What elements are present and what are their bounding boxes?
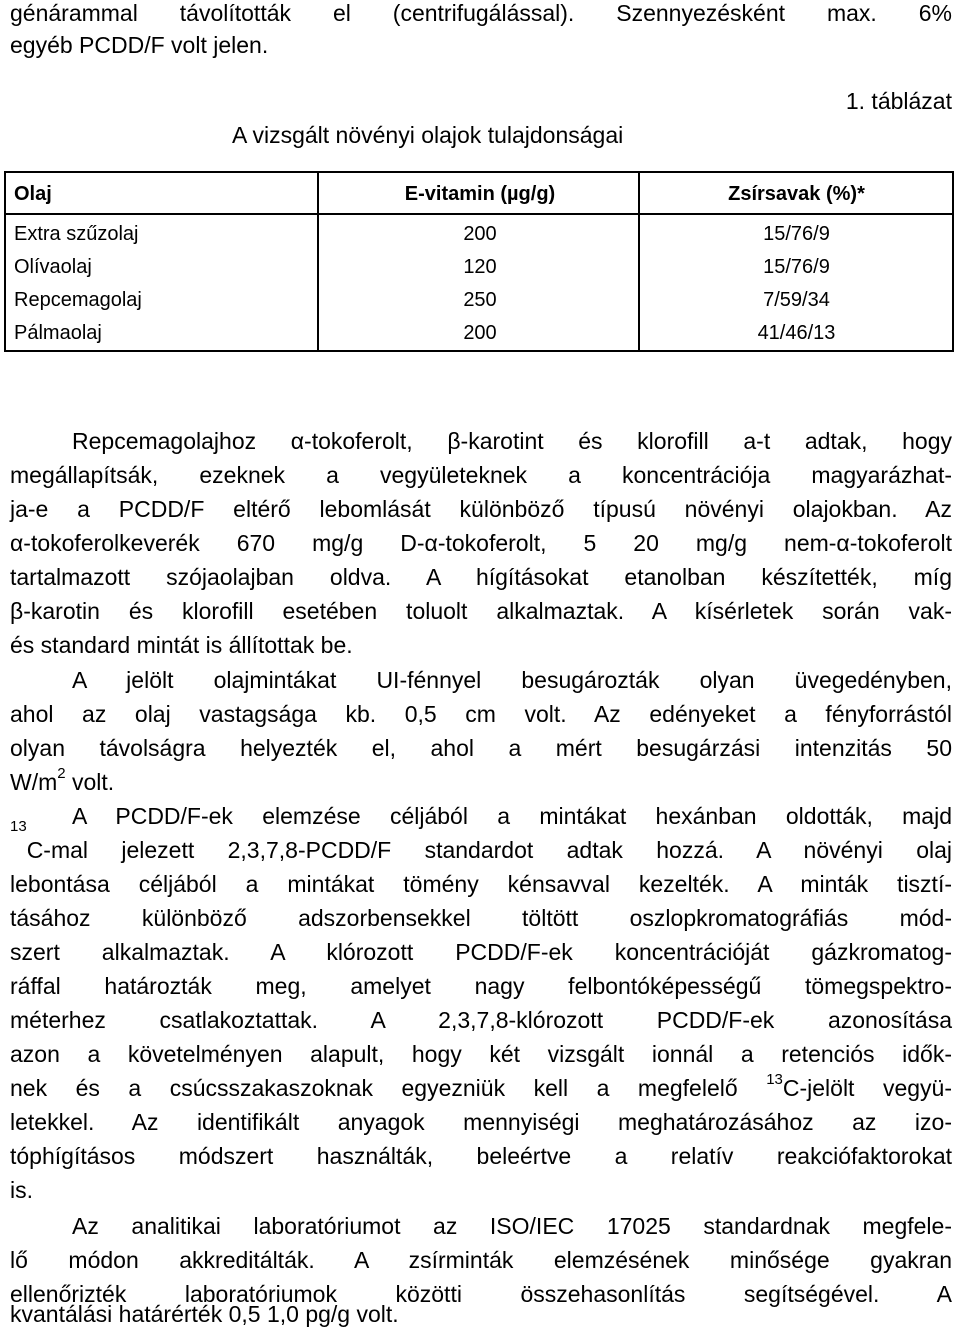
table-cell: 7/59/34 — [763, 289, 830, 311]
table-cell: 120 — [463, 256, 497, 278]
paragraph-line: lő módon akkreditálták. A zsírminták elemzésének minősége gyakran — [10, 1247, 952, 1273]
paragraph-line: ráffal határozták meg, amelyet nagy felbontóképességű tömegspektro- — [10, 973, 952, 999]
table-header-vitamin-e: E-vitamin (µg/g) — [404, 183, 556, 205]
paragraph-line: β-karotin és klorofill esetében toluolt alkalmaztak. A kísérletek során vak- — [10, 598, 952, 624]
paragraph-line: Repcemagolajhoz α-tokoferolt, β-karotint és klorofill a-t adtak, hogy — [72, 428, 952, 454]
paragraph-line: nek és a csúcsszakaszoknak egyezniük kell a megfelelő $^{13}$C-jelölt vegyü- — [10, 1071, 953, 1101]
table-number: 1. táblázat — [845, 88, 952, 114]
paragraph-line: tásához különböző adszorbensekkel töltött oszlopkromatográfiás mód- — [10, 905, 952, 931]
paragraph-line: ellenőrizték laboratóriumok közötti összehasonlítás segítségével. A — [10, 1281, 952, 1307]
paragraph-line: tóphígításos módszert használták, beleértve a relatív reakciófaktorokat — [10, 1143, 952, 1169]
paragraph-line: szert alkalmaztak. A klórozott PCDD/F-ek koncentrációját gázkromatog- — [10, 939, 952, 965]
table-cell: 250 — [463, 289, 497, 311]
paragraph-line: letekkel. Az identifikált anyagok mennyiségi meghatározásához az izo- — [10, 1109, 952, 1135]
table-cell: 15/76/9 — [763, 223, 830, 245]
paragraph-line: tartalmazott szójaolajban oldva. A hígításokat etanolban készítették, míg — [10, 564, 952, 590]
table-cell: Extra szűzolaj — [14, 223, 139, 245]
paragraph-line: $W/m^2$ volt. — [10, 765, 115, 795]
table-cell: 200 — [463, 223, 497, 245]
paragraph-line: lebontása céljából a mintákat tömény kénsavval kezelték. A minták tisztí- — [10, 871, 952, 897]
paragraph-line: méterhez csatlakoztattak. A 2,3,7,8-klórozott PCDD/F-ek azonosítása — [10, 1007, 952, 1033]
paragraph-line: α-tokoferolkeverék 670 mg/g D-α-tokoferolt, 5 20 mg/g nem-α-tokoferolt — [10, 530, 952, 556]
table-title: A vizsgált növényi olajok tulajdonságai — [232, 122, 624, 148]
paragraph-line: és standard mintát is állítottak be. — [10, 632, 353, 658]
table-cell: 200 — [463, 322, 497, 344]
paragraph-line: megállapítsák, ezeknek a vegyületeknek a koncentrációja magyarázhat- — [10, 462, 952, 488]
table-cell: 41/46/13 — [757, 322, 836, 344]
table-cell: 15/76/9 — [763, 256, 830, 278]
paragraph-line: kvantálási határérték 0,5 1,0 pg/g volt. — [10, 1301, 399, 1327]
table-cell: Repcemagolaj — [14, 289, 142, 311]
intro-line-1: génárammal távolították el (centrifugálással). Szennyezésként max. 6% — [10, 0, 952, 26]
paragraph-line: is. — [10, 1177, 33, 1203]
table-cell: Olívaolaj — [14, 256, 92, 278]
properties-table — [4, 171, 954, 352]
intro-line-2: egyéb PCDD/F volt jelen. — [10, 32, 269, 58]
paragraph-line: Az analitikai laboratóriumot az ISO/IEC 17025 standardnak megfele- — [72, 1213, 952, 1239]
paragraph-line: ja-e a PCDD/F eltérő lebomlását különböző típusú növényi olajokban. Az — [10, 496, 952, 522]
paragraph-line: olyan távolságra helyezték el, ahol a mért besugárzási intenzitás 50 — [10, 735, 952, 761]
paragraph-line: A jelölt olajmintákat UI-fénnyel besugározták olyan üvegedényben, — [72, 667, 952, 693]
paragraph-line: azon a követelményen alapult, hogy két vizsgált ionnál a retenciós idők- — [10, 1041, 952, 1067]
paragraph-line: A PCDD/F-ek elemzése céljából a mintákat hexánban oldották, majd — [72, 803, 952, 829]
table-header-oil: Olaj — [14, 183, 52, 205]
paragraph-line: ahol az olaj vastagsága kb. 0,5 cm volt. Az edényeket a fényforrástól — [10, 701, 952, 727]
paragraph-line: $^{13}$ C-mal jelezett 2,3,7,8-PCDD/F standardot adtak hozzá. A növényi olaj — [10, 818, 952, 863]
table-cell: Pálmaolaj — [14, 322, 102, 344]
table-header-fatty-acids: Zsírsavak (%)* — [728, 183, 865, 205]
